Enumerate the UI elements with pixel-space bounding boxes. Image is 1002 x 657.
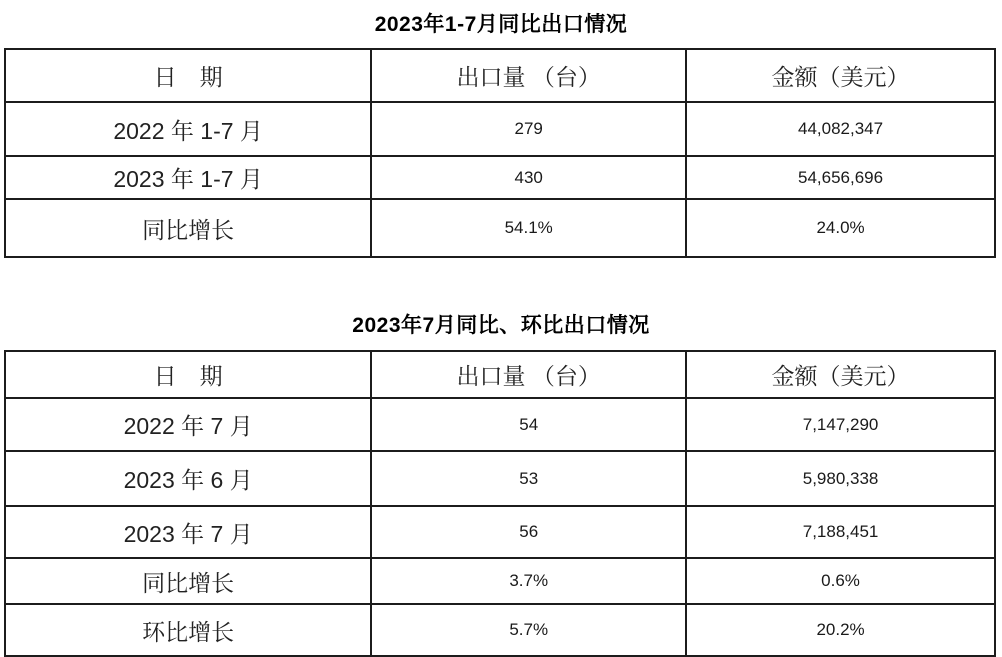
value-cell: 20.2% [686, 604, 995, 656]
value-cell: 7,188,451 [686, 506, 995, 558]
row-label-cell: 2023 年 6 月 [5, 451, 371, 506]
value-cell: 7,147,290 [686, 398, 995, 451]
export-table-july [4, 350, 996, 657]
row-label-cell: 2023 年 1-7 月 [5, 156, 371, 199]
header-cell: 出口量 （台） [371, 351, 686, 398]
table2-title: 2023年7月同比、环比出口情况 [352, 314, 650, 337]
value-cell: 5,980,338 [686, 451, 995, 506]
table-row [5, 558, 995, 604]
header-cell: 日 期 [5, 49, 371, 102]
table-row [5, 451, 995, 506]
value-cell: 53 [371, 451, 686, 506]
table1-title: 2023年1-7月同比出口情况 [374, 13, 628, 36]
table-row [5, 156, 995, 199]
value-cell: 56 [371, 506, 686, 558]
value-cell: 54 [371, 398, 686, 451]
row-label-cell: 同比增长 [5, 199, 371, 257]
table-row [5, 506, 995, 558]
table-row [5, 398, 995, 451]
header-cell: 金额（美元） [686, 49, 995, 102]
header-cell: 出口量 （台） [371, 49, 686, 102]
value-cell: 24.0% [686, 199, 995, 257]
header-cell: 日 期 [5, 351, 371, 398]
row-label-cell: 同比增长 [5, 558, 371, 604]
section-yoy-mom-july [0, 258, 1002, 657]
row-label-cell: 2022 年 7 月 [5, 398, 371, 451]
row-label-cell: 环比增长 [5, 604, 371, 656]
value-cell: 279 [371, 102, 686, 156]
table-row [5, 102, 995, 156]
value-cell: 44,082,347 [686, 102, 995, 156]
value-cell: 54,656,696 [686, 156, 995, 199]
header-row [5, 351, 995, 398]
export-table-jan-jul [4, 48, 996, 258]
value-cell: 5.7% [371, 604, 686, 656]
table-row [5, 604, 995, 656]
row-label-cell: 2023 年 7 月 [5, 506, 371, 558]
value-cell: 430 [371, 156, 686, 199]
header-row [5, 49, 995, 102]
value-cell: 0.6% [686, 558, 995, 604]
value-cell: 54.1% [371, 199, 686, 257]
table-row [5, 199, 995, 257]
value-cell: 3.7% [371, 558, 686, 604]
section-yoy-jan-jul [0, 0, 1002, 258]
header-cell: 金额（美元） [686, 351, 995, 398]
row-label-cell: 2022 年 1-7 月 [5, 102, 371, 156]
